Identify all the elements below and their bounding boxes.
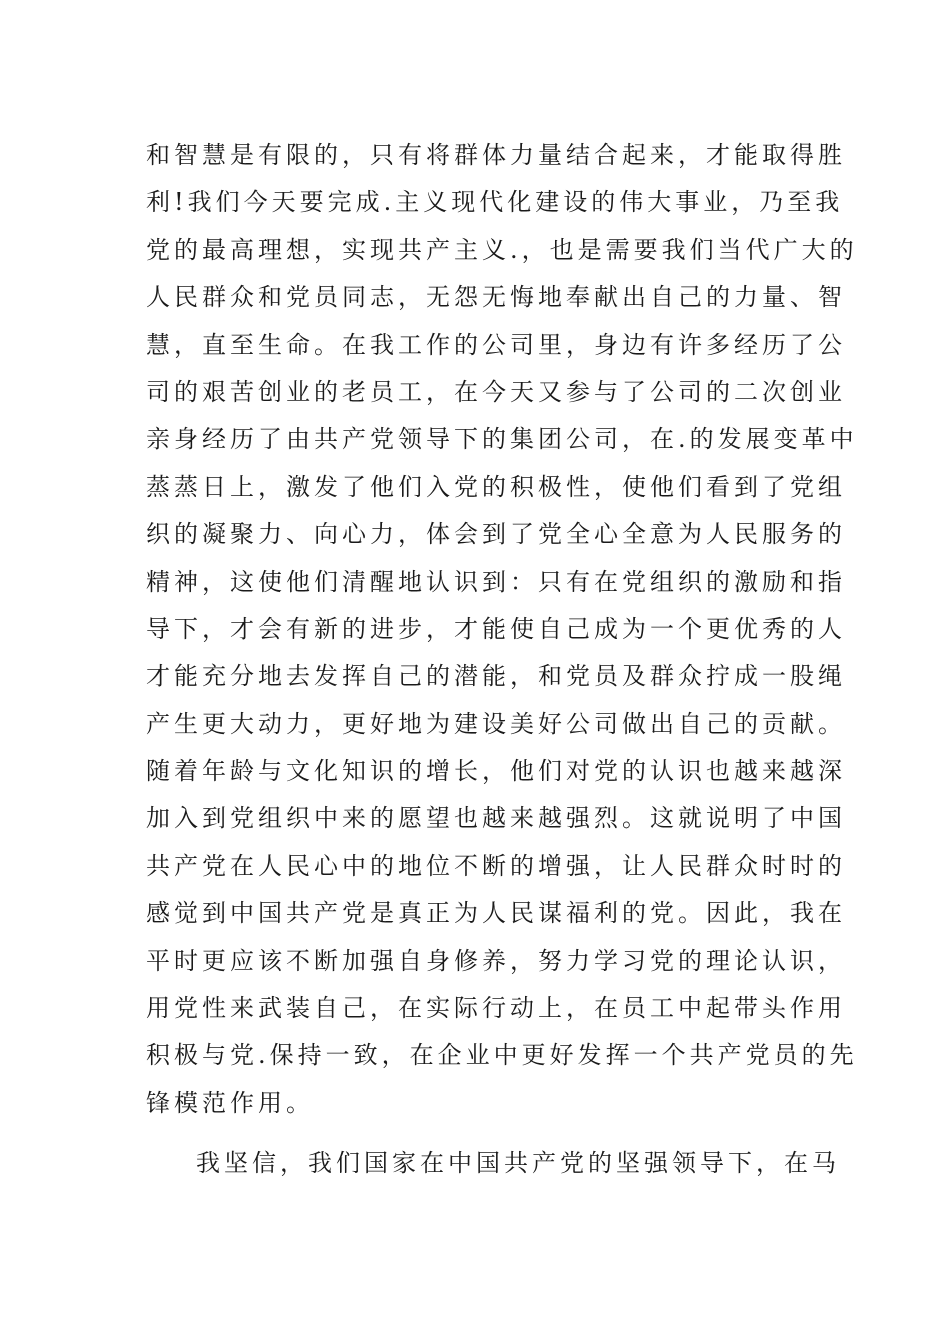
text-line: 才能充分地去发挥自己的潜能，和党员及群众拧成一股绳	[146, 662, 846, 691]
text-line: 精神，这使他们清醒地认识到：只有在党组织的激励和指	[146, 567, 846, 596]
text-line: 导下，才会有新的进步，才能使自己成为一个更优秀的人	[146, 614, 846, 643]
text-line: 感觉到中国共产党是真正为人民谋福利的党。因此，我在	[146, 899, 846, 928]
text-line: 利!我们今天要完成.主义现代化建设的伟大事业，乃至我	[146, 188, 844, 217]
text-line: 人民群众和党员同志，无怨无悔地奉献出自己的力量、智	[146, 283, 846, 312]
paragraph-start-line: 我坚信，我们国家在中国共产党的坚强领导下，在马	[196, 1149, 840, 1178]
text-line: 锋模范作用。	[146, 1088, 314, 1117]
body-text	[146, 132, 858, 1188]
text-line: 党的最高理想，实现共产主义.，也是需要我们当代广大的	[146, 235, 858, 264]
text-line: 平时更应该不断加强自身修养，努力学习党的理论认识，	[146, 946, 846, 975]
text-line: 共产党在人民心中的地位不断的增强，让人民群众时时的	[146, 851, 846, 880]
text-line: 用党性来武装自己，在实际行动上，在员工中起带头作用	[146, 994, 846, 1023]
text-line: 积极与党.保持一致，在企业中更好发挥一个共产党员的先	[146, 1041, 858, 1070]
text-line: 司的艰苦创业的老员工，在今天又参与了公司的二次创业	[146, 377, 846, 406]
text-line: 产生更大动力，更好地为建设美好公司做出自己的贡献。	[146, 709, 846, 738]
text-line: 加入到党组织中来的愿望也越来越强烈。这就说明了中国	[146, 804, 846, 833]
text-line: 和智慧是有限的，只有将群体力量结合起来，才能取得胜	[146, 141, 846, 169]
text-line: 织的凝聚力、向心力，体会到了党全心全意为人民服务的	[146, 520, 846, 549]
text-line: 随着年龄与文化知识的增长，他们对党的认识也越来越深	[146, 757, 846, 786]
text-line: 亲身经历了由共产党领导下的集团公司，在.的发展变革中	[146, 425, 858, 454]
text-line: 蒸蒸日上，激发了他们入党的积极性，使他们看到了党组	[146, 472, 846, 501]
text-line: 慧，直至生命。在我工作的公司里，身边有许多经历了公	[146, 330, 846, 359]
